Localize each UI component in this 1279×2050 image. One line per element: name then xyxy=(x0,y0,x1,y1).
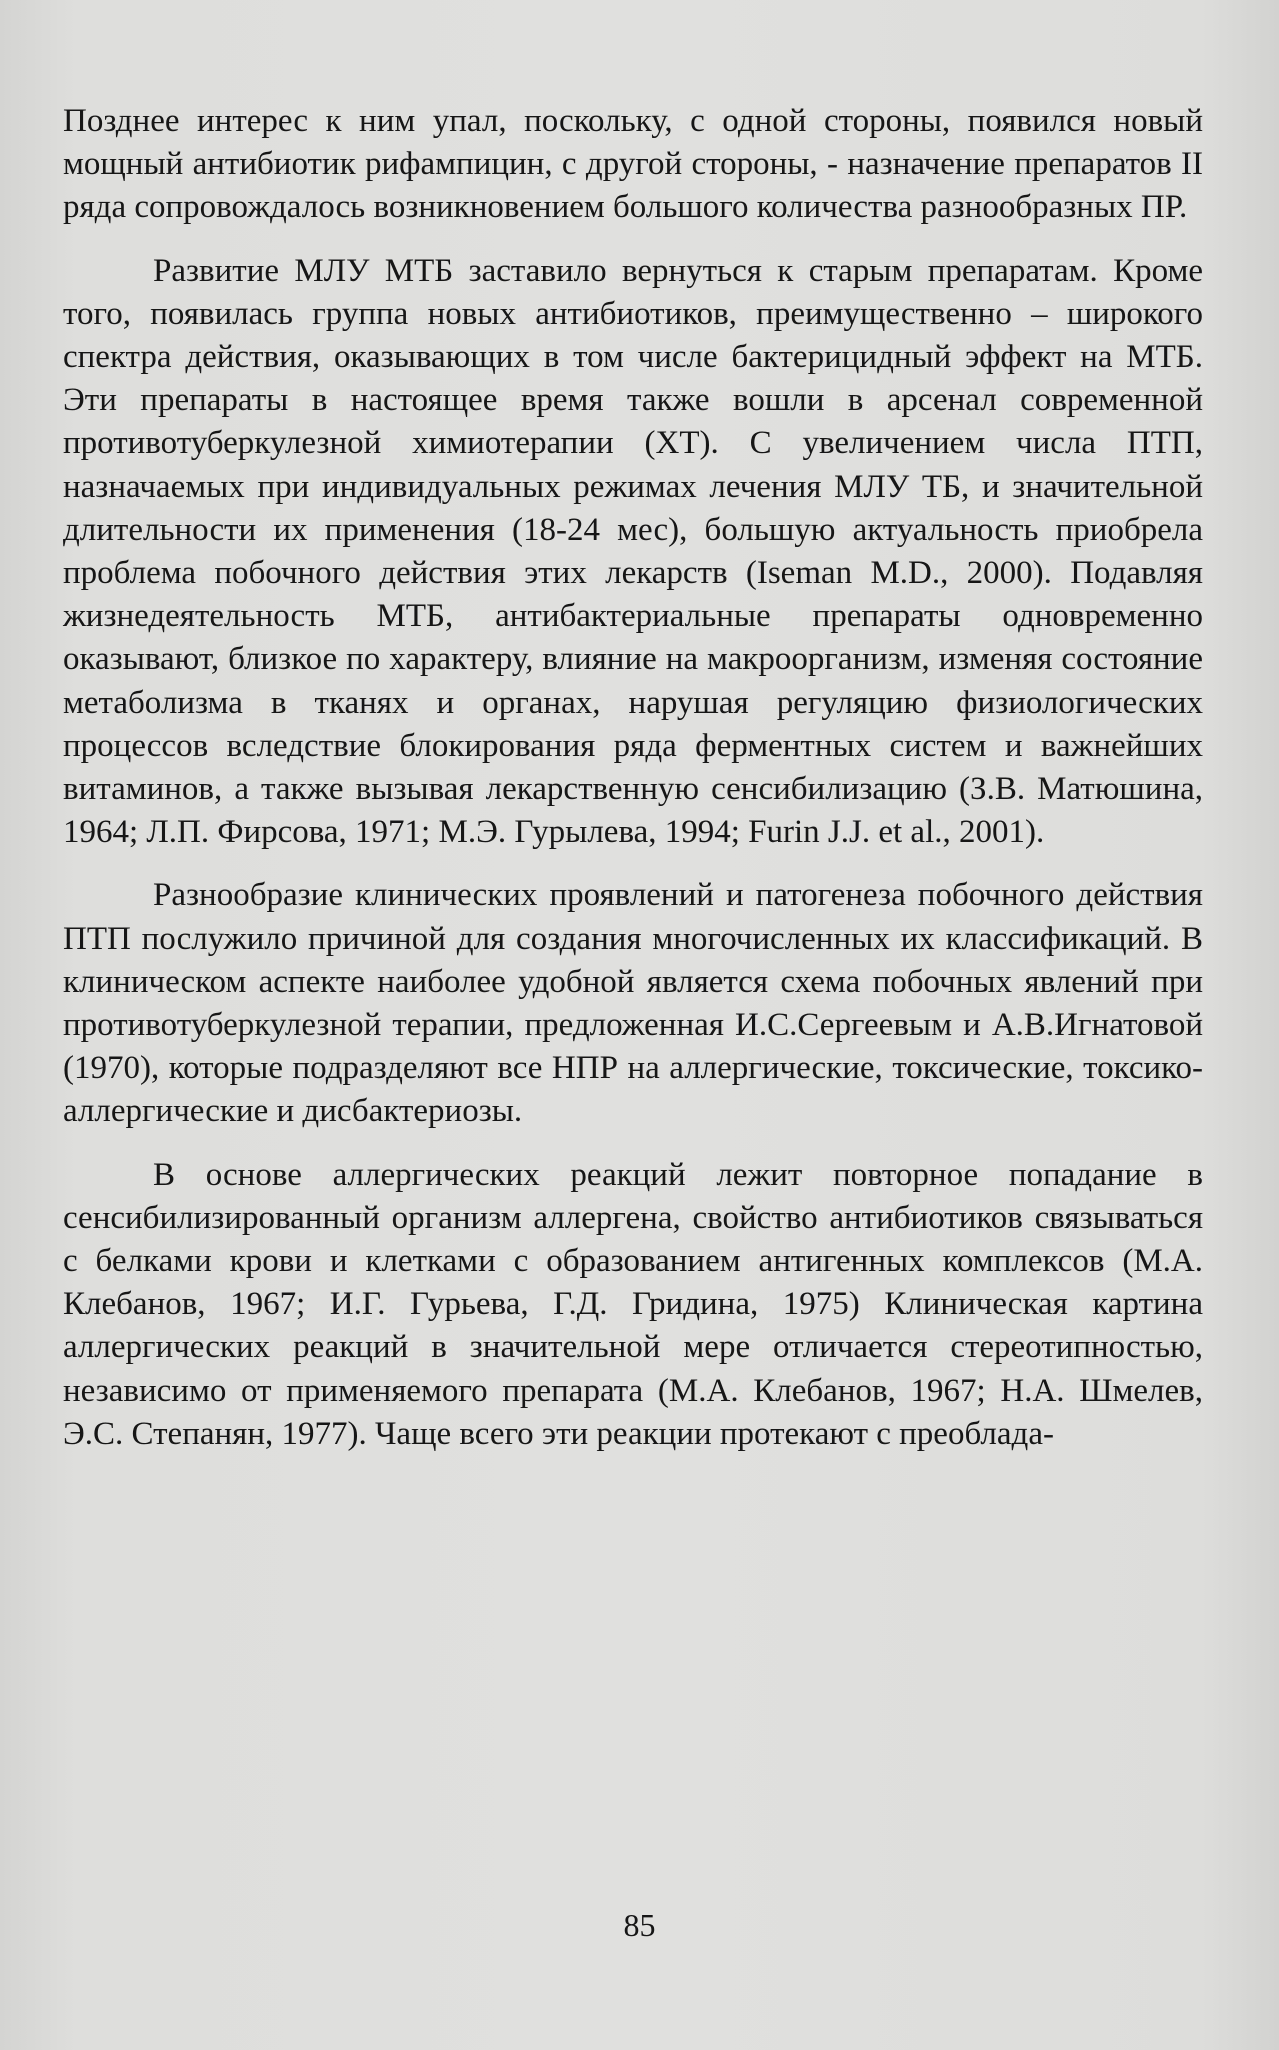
page-number: 85 xyxy=(623,1907,656,1943)
paragraph-3: Разнообразие клинических проявлений и патогенеза побочного действия ПТП послужило причиной для создания многочисленных их классификаций. В клиническом аспекте наиболее удобной является схема побочных явлений при противотуберкулезной терапии, предложенная И.С.Сергеевым и А.В.Игнатовой (1970), которые подразделяют все НПР на аллергические, токсические, токсико-аллергические и дисбактериозы. xyxy=(63,877,1203,1130)
paragraph-4: В основе аллергических реакций лежит повторное попадание в сенсибилизированный организм аллергена, свойство антибиотиков связываться с белками крови и клетками с образованием антигенных комплексов (М.А. Клебанов, 1967; И.Г. Гурьева, Г.Д. Гридина, 1975) Клиническая картина аллергических реакций в значительной мере отличается стереотипностью, независимо от применяемого препарата (М.А. Клебанов, 1967; Н.А. Шмелев, Э.С. Степанян, 1977). Чаще всего эти реакции протекают с преоблада- xyxy=(63,1156,1203,1452)
paragraph-1: Позднее интерес к ним упал, поскольку, с одной стороны, появился новый мощный антибиотик рифампицин, с другой стороны, - назначение препаратов II ряда сопровождалось возникновением большого количества разнообразных ПР. xyxy=(63,103,1203,226)
body-text xyxy=(63,100,1203,1476)
paragraph-2: Развитие МЛУ МТБ заставило вернуться к старым препаратам. Кроме того, появилась группа новых антибиотиков, преимущественно – широкого спектра действия, оказывающих в том числе бактерицидный эффект на МТБ. Эти препараты в настоящее время также вошли в арсенал современной противотуберкулезной химиотерапии (ХТ). С увеличением числа ПТП, назначаемых при индивидуальных режимах лечения МЛУ ТБ, и значительной длительности их применения (18-24 мес), большую актуальность приобрела проблема побочного действия этих лекарств (Iseman M.D., 2000). Подавляя жизнедеятельность МТБ, антибактериальные препараты одновременно оказывают, близкое по характеру, влияние на макроорганизм, изменяя состояние метаболизма в тканях и органах, нарушая регуляцию физиологических процессов вследствие блокирования ряда ферментных систем и важнейших витаминов, а также вызывая лекарственную сенсибилизацию (З.В. Матюшина, 1964; Л.П. Фирсова, 1971; М.Э. Гурылева, 1994; Furin J.J. et al., 2001). xyxy=(63,252,1203,851)
